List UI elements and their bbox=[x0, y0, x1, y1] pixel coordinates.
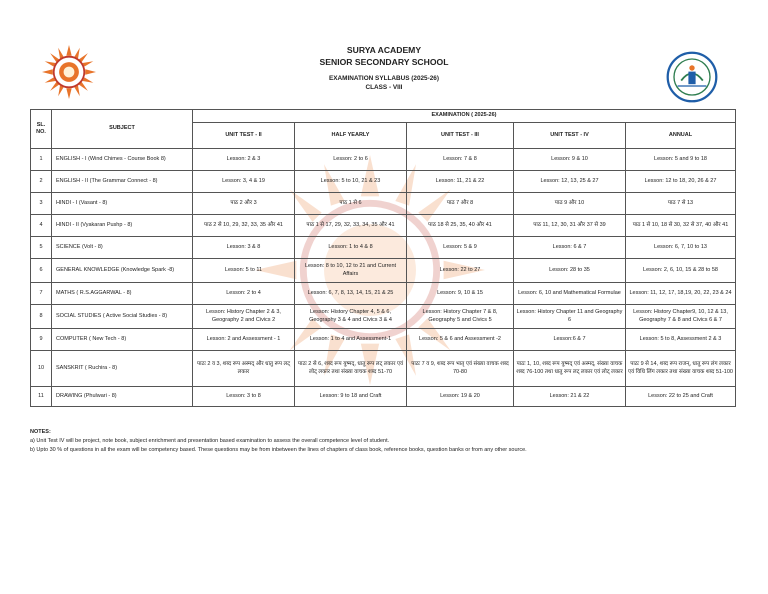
table-row bbox=[31, 259, 736, 283]
table-row bbox=[31, 305, 736, 329]
annual-cell: Lesson: 5 and 9 to 18 bbox=[626, 149, 736, 171]
unit-test-3-cell: Lesson: History Chapter 7 & 8, Geography 5 and Civics 5 bbox=[407, 305, 514, 329]
class-label: CLASS - VIII bbox=[365, 84, 403, 91]
unit-test-3-cell: Lesson: 5 & 6 and Assessment -2 bbox=[407, 329, 514, 351]
half-yearly-cell: Lesson: 5 to 10, 21 & 23 bbox=[295, 171, 407, 193]
notes-section bbox=[30, 428, 750, 455]
sl-no-cell: 9 bbox=[31, 329, 52, 351]
col-unit-test-2: UNIT TEST - II bbox=[193, 123, 295, 149]
unit-test-4-cell: Lesson: 12, 13, 25 & 27 bbox=[514, 171, 626, 193]
unit-test-4-cell: Lesson: History Chapter 11 and Geography 6 bbox=[514, 305, 626, 329]
unit-test-2-cell: Lesson: 2 & 3 bbox=[193, 149, 295, 171]
sl-no-cell: 11 bbox=[31, 387, 52, 407]
syllabus-title: EXAMINATION SYLLABUS (2025-26) bbox=[329, 75, 439, 82]
unit-test-4-cell: पाठः 1, 10, शब्द रूप युष्मद् एवं अस्मद्, संख्या वाचक शब्द 76-100 तथा धातु रूप लट् लकार एवं लोट् लकार bbox=[514, 351, 626, 387]
sl-no-cell: 3 bbox=[31, 193, 52, 215]
subject-cell: COMPUTER ( New Tech - 8) bbox=[52, 329, 193, 351]
sl-no-header: SL. NO. bbox=[31, 110, 52, 149]
subject-cell: SANSKRIT ( Ruchira - 8) bbox=[52, 351, 193, 387]
annual-cell: Lesson: 12 to 18, 20, 26 & 27 bbox=[626, 171, 736, 193]
half-yearly-cell: Lesson: 1 to 4 & 8 bbox=[295, 237, 407, 259]
annual-cell: पाठ 7 से 13 bbox=[626, 193, 736, 215]
unit-test-3-cell: Lesson: 11, 21 & 22 bbox=[407, 171, 514, 193]
note-item: b) Upto 30 % of questions in all the exam will be competency based. These questions may be from inbetween the lines of chapters of class book, reference books, question banks or from any other source. bbox=[30, 447, 527, 453]
table-row bbox=[31, 215, 736, 237]
annual-cell: Lesson: 6, 7, 10 to 13 bbox=[626, 237, 736, 259]
table-row bbox=[31, 387, 736, 407]
unit-test-3-cell: Lesson: 22 to 27 bbox=[407, 259, 514, 283]
sl-no-cell: 7 bbox=[31, 283, 52, 305]
annual-cell: Lesson: 5 to 8, Assessment 2 & 3 bbox=[626, 329, 736, 351]
unit-test-2-cell: पाठ 2 से 10, 29, 32, 33, 35 और 41 bbox=[193, 215, 295, 237]
half-yearly-cell: Lesson: 6, 7, 8, 13, 14, 15, 21 & 25 bbox=[295, 283, 407, 305]
unit-test-4-cell: पाठ 11, 12, 30, 31 और 37 से 39 bbox=[514, 215, 626, 237]
half-yearly-cell: पाठ 1 से 6 bbox=[295, 193, 407, 215]
unit-test-2-cell: Lesson: 3 to 8 bbox=[193, 387, 295, 407]
unit-test-3-cell: पाठ 18 से 25, 35, 40 और 41 bbox=[407, 215, 514, 237]
subject-cell: GENERAL KNOWLEDGE (Knowledge Spark -8) bbox=[52, 259, 193, 283]
annual-cell: Lesson: 22 to 25 and Craft bbox=[626, 387, 736, 407]
unit-test-2-cell: पाठः 2 व 3, शब्द रूप अस्मद् और धातु रूप लट् लकार bbox=[193, 351, 295, 387]
col-unit-test-3: UNIT TEST - III bbox=[407, 123, 514, 149]
unit-test-2-cell: Lesson: 5 to 11 bbox=[193, 259, 295, 283]
unit-test-4-cell: Lesson:6 & 7 bbox=[514, 329, 626, 351]
half-yearly-cell: Lesson: 1 to 4 and Assessment-1 bbox=[295, 329, 407, 351]
sl-no-cell: 1 bbox=[31, 149, 52, 171]
half-yearly-cell: पाठ 1 से 17, 29, 32, 33, 34, 35 और 41 bbox=[295, 215, 407, 237]
subject-cell: HINDI - II (Vyakaran Pushp - 8) bbox=[52, 215, 193, 237]
subject-cell: SOCIAL STUDIES ( Active Social Studies - 8) bbox=[52, 305, 193, 329]
unit-test-3-cell: Lesson: 19 & 20 bbox=[407, 387, 514, 407]
unit-test-2-cell: पाठ 2 और 3 bbox=[193, 193, 295, 215]
unit-test-2-cell: Lesson: 3 & 8 bbox=[193, 237, 295, 259]
subject-cell: HINDI - I (Vasant - 8) bbox=[52, 193, 193, 215]
unit-test-2-cell: Lesson: History Chapter 2 & 3, Geography 2 and Civics 2 bbox=[193, 305, 295, 329]
unit-test-4-cell: Lesson: 9 & 10 bbox=[514, 149, 626, 171]
half-yearly-cell: Lesson: History Chapter 4, 5 & 6, Geography 3 & 4 and Civics 3 & 4 bbox=[295, 305, 407, 329]
unit-test-2-cell: Lesson: 3, 4 & 19 bbox=[193, 171, 295, 193]
table-row bbox=[31, 329, 736, 351]
school-name: SENIOR SECONDARY SCHOOL bbox=[319, 57, 449, 67]
subject-cell: ENGLISH - I (Wind Chimes - Course Book 8) bbox=[52, 149, 193, 171]
unit-test-3-cell: Lesson: 7 & 8 bbox=[407, 149, 514, 171]
sl-no-cell: 2 bbox=[31, 171, 52, 193]
col-annual: ANNUAL bbox=[626, 123, 736, 149]
unit-test-4-cell: Lesson: 21 & 22 bbox=[514, 387, 626, 407]
subject-cell: SCIENCE (Volt - 8) bbox=[52, 237, 193, 259]
col-half-yearly: HALF YEARLY bbox=[295, 123, 407, 149]
sl-no-cell: 5 bbox=[31, 237, 52, 259]
table-row bbox=[31, 193, 736, 215]
annual-cell: पाठः 9 से 14, शब्द रूप राजन्, धातु रूप लंग लकार एवं विधि लिंग लकार तथा संख्या वाचक शब्द 51-100 bbox=[626, 351, 736, 387]
sl-no-cell: 10 bbox=[31, 351, 52, 387]
half-yearly-cell: Lesson: 8 to 10, 12 to 21 and Current Affairs bbox=[295, 259, 407, 283]
syllabus-table bbox=[30, 109, 736, 407]
examination-header: EXAMINATION ( 2025-26) bbox=[193, 110, 736, 123]
unit-test-3-cell: Lesson: 9, 10 & 15 bbox=[407, 283, 514, 305]
unit-test-4-cell: पाठ 9 और 10 bbox=[514, 193, 626, 215]
annual-cell: पाठ 1 से 10, 18 से 30, 32 से 37, 40 और 41 bbox=[626, 215, 736, 237]
annual-cell: Lesson: History Chapter9, 10, 12 & 13, Geography 7 & 8 and Civics 6 & 7 bbox=[626, 305, 736, 329]
subject-cell: MATHS ( R.S.AGGARWAL - 8) bbox=[52, 283, 193, 305]
subject-cell: ENGLISH - II (The Grammar Connect - 8) bbox=[52, 171, 193, 193]
col-unit-test-4: UNIT TEST - IV bbox=[514, 123, 626, 149]
notes-title: NOTES: bbox=[30, 429, 51, 435]
table-row bbox=[31, 283, 736, 305]
sl-no-cell: 4 bbox=[31, 215, 52, 237]
subject-cell: DRAWING (Phulwari - 8) bbox=[52, 387, 193, 407]
unit-test-4-cell: Lesson: 28 to 35 bbox=[514, 259, 626, 283]
annual-cell: Lesson: 11, 12, 17, 18,19, 20, 22, 23 & 24 bbox=[626, 283, 736, 305]
sl-no-cell: 8 bbox=[31, 305, 52, 329]
unit-test-3-cell: पाठ 7 और 8 bbox=[407, 193, 514, 215]
unit-test-3-cell: Lesson: 5 & 9 bbox=[407, 237, 514, 259]
unit-test-2-cell: Lesson: 2 and Assessment - 1 bbox=[193, 329, 295, 351]
table-row bbox=[31, 351, 736, 387]
academy-name: SURYA ACADEMY bbox=[346, 45, 422, 55]
unit-test-3-cell: पाठः 7 व 9, शब्द रूप भातृ एवं संख्या वाचक शब्द 70-80 bbox=[407, 351, 514, 387]
document-header bbox=[0, 44, 768, 92]
half-yearly-cell: पाठः 2 से 6, शब्द रूप युष्मद्, धातु रूप लट् लकार एवं लोट् लकार तथा संख्या वाचक शब्द 51-70 bbox=[295, 351, 407, 387]
annual-cell: Lesson: 2, 6, 10, 15 & 28 to 58 bbox=[626, 259, 736, 283]
half-yearly-cell: Lesson: 2 to 6 bbox=[295, 149, 407, 171]
half-yearly-cell: Lesson: 9 to 18 and Craft bbox=[295, 387, 407, 407]
subject-header: SUBJECT bbox=[52, 110, 193, 149]
unit-test-4-cell: Lesson: 6, 10 and Mathematical Formulae bbox=[514, 283, 626, 305]
unit-test-4-cell: Lesson: 6 & 7 bbox=[514, 237, 626, 259]
note-item: a) Unit Test IV will be project, note book, subject enrichment and presentation based examination to assess the overall competence level of student. bbox=[30, 438, 390, 444]
sl-no-cell: 6 bbox=[31, 259, 52, 283]
table-row bbox=[31, 149, 736, 171]
unit-test-2-cell: Lesson: 2 to 4 bbox=[193, 283, 295, 305]
table-row bbox=[31, 171, 736, 193]
table-row bbox=[31, 237, 736, 259]
